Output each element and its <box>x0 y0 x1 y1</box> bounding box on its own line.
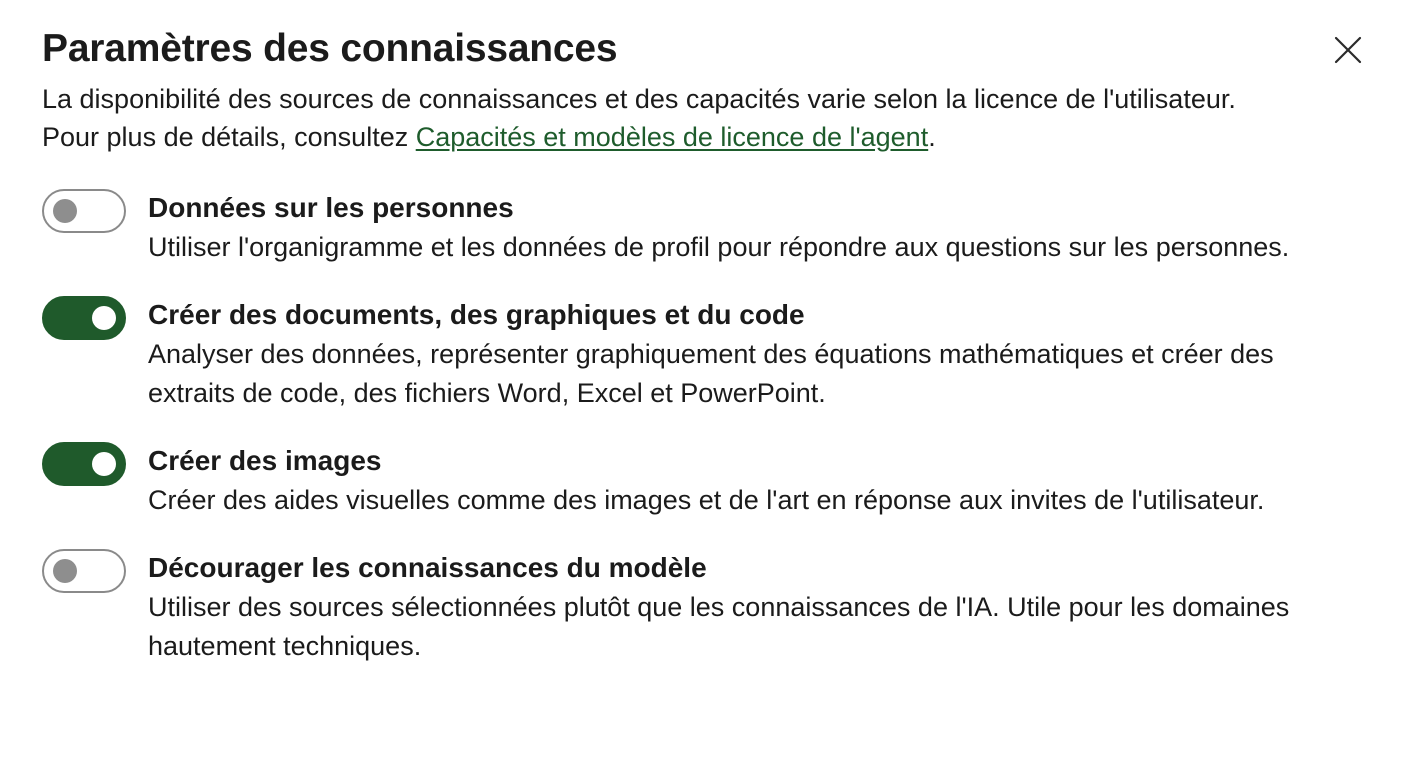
setting-text <box>148 295 1366 413</box>
intro-prefix: Pour plus de détails, consultez <box>42 122 416 152</box>
setting-discourage-model-knowledge <box>42 548 1366 666</box>
setting-description: Utiliser des sources sélectionnées plutôt que les connaissances de l'IA. Utile pour les domaines hautement techniques. <box>148 592 1290 661</box>
toggle-knob <box>92 452 116 476</box>
setting-text <box>148 188 1366 267</box>
setting-text <box>148 441 1366 520</box>
close-button[interactable] <box>1328 30 1368 70</box>
setting-people-data <box>42 188 1366 267</box>
intro-suffix: . <box>928 122 936 152</box>
people-data-toggle[interactable] <box>42 189 126 233</box>
toggle-knob <box>53 199 77 223</box>
create-documents-toggle[interactable] <box>42 296 126 340</box>
setting-create-documents <box>42 295 1366 413</box>
setting-title: Données sur les personnes <box>148 192 514 223</box>
settings-list <box>42 188 1366 666</box>
dialog-title: Paramètres des connaissances <box>42 27 618 70</box>
discourage-model-knowledge-toggle[interactable] <box>42 549 126 593</box>
toggle-knob <box>92 306 116 330</box>
setting-description: Analyser des données, représenter graphiquement des équations mathématiques et créer des extraits de code, des fichiers Word, Excel et PowerPoint. <box>148 339 1274 408</box>
setting-create-images <box>42 441 1366 520</box>
setting-text <box>148 548 1366 666</box>
setting-title: Créer des images <box>148 445 382 476</box>
setting-description: Utiliser l'organigramme et les données de profil pour répondre aux questions sur les personnes. <box>148 232 1290 262</box>
setting-title: Créer des documents, des graphiques et du code <box>148 299 805 330</box>
licensing-link[interactable]: Capacités et modèles de licence de l'agent <box>415 122 929 152</box>
intro-line-1: La disponibilité des sources de connaissances et des capacités varie selon la licence de l'utilisateur. <box>42 84 1236 114</box>
toggle-knob <box>53 559 77 583</box>
dialog-intro <box>42 80 1366 156</box>
setting-title: Décourager les connaissances du modèle <box>148 552 707 583</box>
close-icon <box>1334 36 1362 64</box>
setting-description: Créer des aides visuelles comme des images et de l'art en réponse aux invites de l'utilisateur. <box>148 485 1265 515</box>
create-images-toggle[interactable] <box>42 442 126 486</box>
intro-line-2 <box>42 118 1366 156</box>
